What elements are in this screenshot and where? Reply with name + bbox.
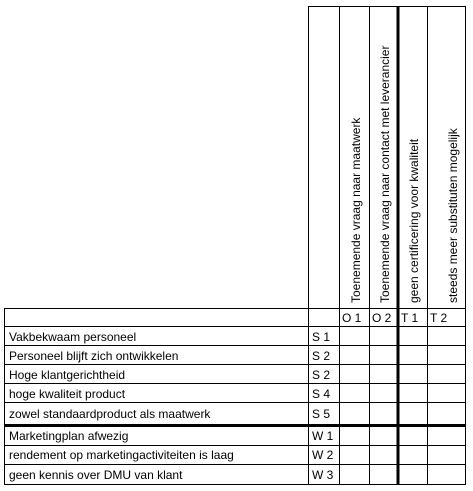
row-label: Vakbekwaam personeel: [9, 330, 137, 344]
column-codes: [342, 311, 447, 325]
column-code: T 1: [401, 311, 419, 325]
row-code: S 2: [312, 368, 331, 382]
column-code: O 2: [372, 311, 392, 325]
column-header: Toenemende vraag naar maatwerk: [349, 117, 363, 303]
column-code: O 1: [342, 311, 362, 325]
row-labels: [9, 330, 234, 482]
row-code: W 3: [312, 468, 334, 482]
row-label: hoge kwaliteit product: [9, 387, 126, 401]
row-codes: [312, 330, 334, 482]
column-code: T 2: [430, 311, 448, 325]
column-headers: [349, 46, 460, 303]
row-label: Hoge klantgerichtheid: [9, 368, 126, 382]
row-code: S 2: [312, 349, 331, 363]
row-label: rendement op marketingactiviteiten is laag: [9, 448, 234, 462]
row-code: W 2: [312, 448, 334, 462]
column-header: steeds meer substituten mogelijk: [446, 128, 460, 303]
column-header: geen certificering voor kwaliteit: [407, 138, 421, 303]
row-label: geen kennis over DMU van klant: [9, 468, 183, 482]
row-code: W 1: [312, 429, 334, 443]
column-header: Toenemende vraag naar contact met leverancier: [378, 45, 392, 303]
row-label: Personeel blijft zich ontwikkelen: [9, 349, 179, 363]
row-label: Marketingplan afwezig: [9, 429, 129, 443]
row-code: S 5: [312, 407, 331, 421]
row-code: S 1: [312, 330, 331, 344]
row-label: zowel standaardproduct als maatwerk: [9, 407, 211, 421]
row-code: S 4: [312, 387, 331, 401]
